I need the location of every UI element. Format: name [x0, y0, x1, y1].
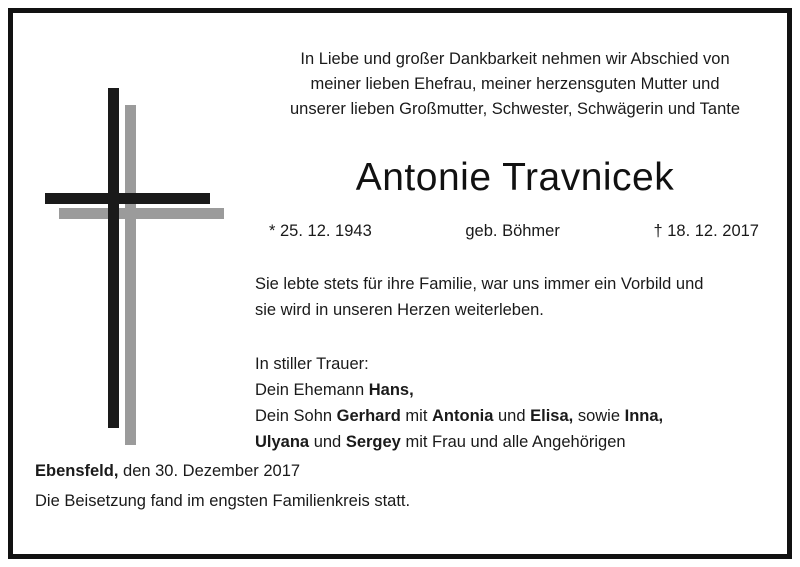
- cross-horizontal-gray-bar: [59, 208, 224, 219]
- footer-note: Die Beisetzung fand im engsten Familienkreis statt.: [35, 492, 411, 510]
- mourner-name: Antonia: [432, 407, 494, 425]
- maiden-name: geb. Böhmer: [465, 222, 560, 240]
- death-date: † 18. 12. 2017: [653, 222, 759, 240]
- mourners-line: [255, 403, 775, 429]
- intro-line-2: meiner lieben Ehefrau, meiner herzensguten Mutter und: [310, 75, 720, 93]
- mourners-lines: [255, 377, 775, 455]
- footer-date: den 30. Dezember 2017: [118, 462, 301, 480]
- mourners-text: sowie: [573, 407, 625, 425]
- cross-vertical-black-bar: [108, 88, 119, 428]
- mourner-name: Gerhard: [336, 407, 401, 425]
- mourners-text: mit Frau und alle Angehörigen: [400, 433, 626, 451]
- birth-date: * 25. 12. 1943: [269, 222, 372, 240]
- tribute-line-1: Sie lebte stets für ihre Familie, war uns immer ein Vorbild und: [255, 275, 704, 293]
- mourners-line: [255, 429, 775, 455]
- mourners-heading: In stiller Trauer:: [255, 355, 369, 373]
- mourner-name: Sergey: [345, 433, 401, 451]
- cross-horizontal-black-bar: [45, 193, 210, 204]
- mourner-name: Elisa,: [530, 407, 574, 425]
- footer-block: [35, 456, 410, 516]
- cross-vertical-gray-bar: [125, 105, 136, 445]
- intro-paragraph: [255, 47, 775, 122]
- mourners-text: Dein Sohn: [255, 407, 337, 425]
- cross-icon: [33, 83, 243, 463]
- mourners-text: und: [493, 407, 531, 425]
- mourner-name: Inna,: [624, 407, 664, 425]
- footer-place-date-line: [35, 456, 410, 486]
- intro-line-3: unserer lieben Großmutter, Schwester, Schwägerin und Tante: [289, 100, 741, 118]
- mourners-text: Dein Ehemann: [255, 381, 369, 399]
- page-inner-area: [13, 13, 787, 554]
- mourners-line: [255, 377, 775, 403]
- notice-text-column: [255, 47, 775, 455]
- intro-line-1: In Liebe und großer Dankbarkeit nehmen wir Abschied von: [300, 50, 730, 68]
- footer-place: Ebensfeld,: [35, 462, 119, 480]
- mourners-text: und: [309, 433, 346, 451]
- mourner-name: Ulyana: [255, 433, 310, 451]
- mourners-block: [255, 351, 775, 455]
- deceased-name: Antonie Travnicek: [355, 156, 675, 199]
- mourners-text: mit: [400, 407, 432, 425]
- tribute-line-2: sie wird in unseren Herzen weiterleben.: [255, 301, 544, 319]
- mourner-name: Hans,: [368, 381, 414, 399]
- tribute-paragraph: [255, 271, 775, 323]
- life-dates-row: [255, 222, 775, 241]
